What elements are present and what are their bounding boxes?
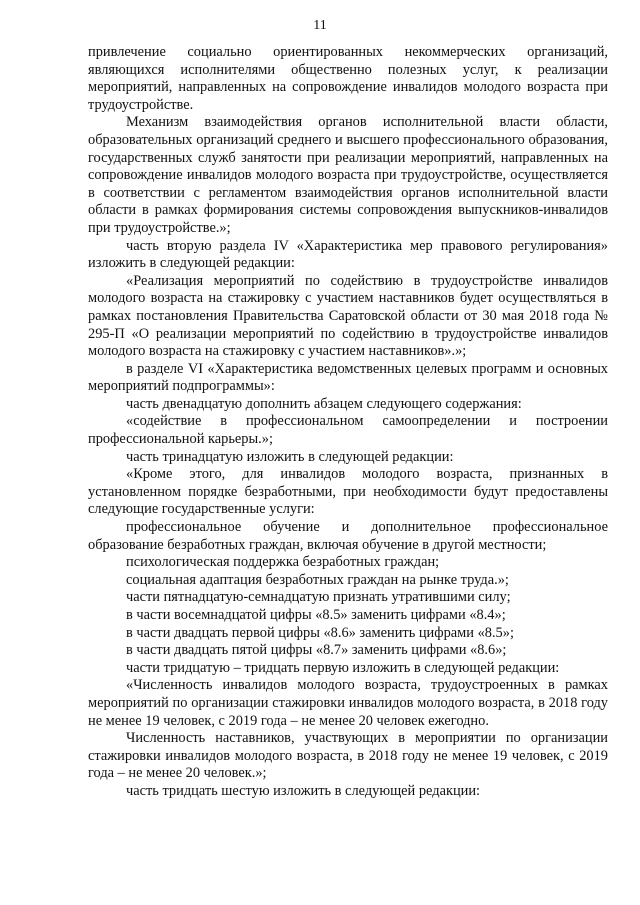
paragraph-20: часть тридцать шестую изложить в следующей редакции: (126, 782, 481, 799)
paragraph-15: в части двадцать первой цифры «8.6» заменить цифрами «8.5»; (126, 624, 514, 641)
paragraph-9: «Кроме этого, для инвалидов молодого возраста, признанных в установленном порядке безработными, при необходимости будут предоставлены следующие государственные услуги: (88, 466, 608, 518)
paragraph-6: часть двенадцатую дополнить абзацем следующего содержания: (126, 395, 522, 412)
paragraph-1: привлечение социально ориентированных некоммерческих организаций, являющихся исполнителями общественно полезных услуг, к реализации мероприятий, направленных на сопровождение инвалидов молодого возраста при трудоустройстве. (88, 44, 608, 113)
paragraph-12: социальная адаптация безработных граждан на рынке труда.»; (126, 571, 509, 588)
document-body (88, 44, 608, 801)
paragraph-14: в части восемнадцатой цифры «8.5» заменить цифрами «8.4»; (126, 607, 506, 623)
paragraph-2: Механизм взаимодействия органов исполнительной власти области, образовательных организаций среднего и высшего профессионального образования, государственных служб занятости при реализации мероприятий, направленных на сопровождение инвалидов молодого возраста при трудоустройстве, осуществляется в соответствии с регламентом взаимодействия органов исполнительной власти области в рамках формирования системы сопровождения выпускников-инвалидов при трудоустройстве.»; (88, 114, 608, 236)
paragraph-11: психологическая поддержка безработных граждан; (126, 554, 440, 571)
paragraph-3: часть вторую раздела IV «Характеристика мер правового регулирования» изложить в следующей редакции: (88, 237, 608, 272)
paragraph-10: профессиональное обучение и дополнительное профессиональное образование безработных граждан, включая обучение в другой местности; (88, 519, 608, 553)
page-number: 11 (313, 18, 327, 33)
paragraph-19: Численность наставников, участвующих в мероприятии по организации стажировки инвалидов молодого возраста, в 2018 году не менее 19 человек, с 2019 года – не менее 20 человек.»; (88, 730, 608, 782)
paragraph-16: в части двадцать пятой цифры «8.7» заменить цифрами «8.6»; (126, 642, 507, 659)
paragraph-8: часть тринадцатую изложить в следующей редакции: (126, 448, 454, 465)
paragraph-5: в разделе VI «Характеристика ведомственных целевых программ и основных мероприятий подпрограммы»: (88, 360, 608, 395)
paragraph-13: части пятнадцатую-семнадцатую признать утратившими силу; (126, 589, 511, 606)
paragraph-7: «содействие в профессиональном самоопределении и построении профессиональной карьеры.»; (88, 413, 608, 448)
paragraph-4: «Реализация мероприятий по содействию в трудоустройстве инвалидов молодого возраста на стажировку с участием наставников будет осуществляться в рамках постановления Правительства Саратовской области от 30 мая 2018 года № 295-П «О реализации мероприятий по содействию в трудоустройстве инвалидов молодого возраста на стажировку с участием наставников».»; (88, 272, 608, 360)
paragraph-18: «Численность инвалидов молодого возраста, трудоустроенных в рамках мероприятий по организации стажировки инвалидов молодого возраста, в 2018 году не менее 19 человек, с 2019 года – не менее 20 человек ежегодно. (88, 677, 608, 729)
paragraph-17: части тридцатую – тридцать первую изложить в следующей редакции: (126, 659, 560, 676)
